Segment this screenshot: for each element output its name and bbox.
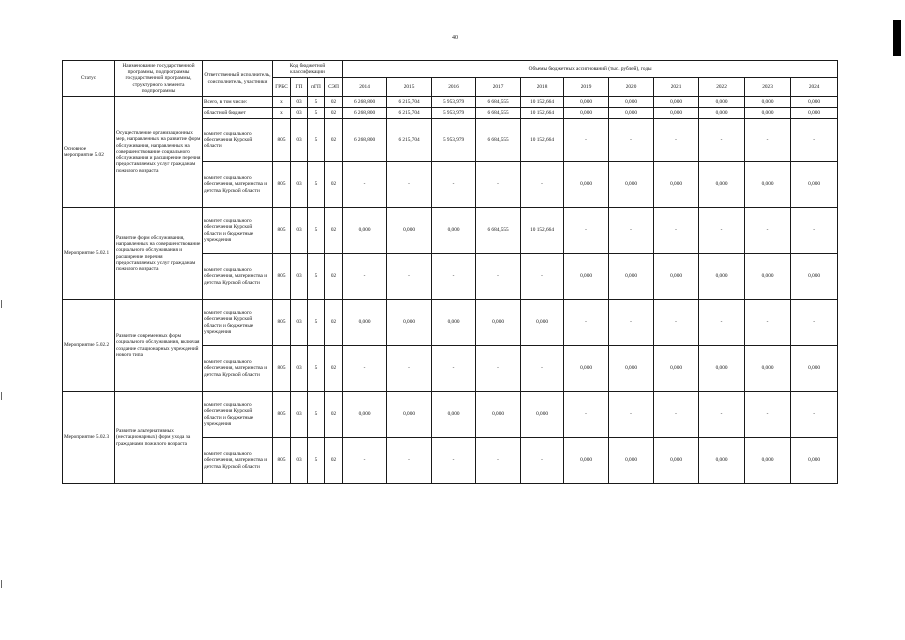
- value-cell: -: [476, 438, 521, 484]
- header-year: 2019: [564, 78, 609, 97]
- header-year: 2024: [791, 78, 838, 97]
- table-row: [63, 97, 838, 108]
- value-cell: -: [476, 162, 521, 208]
- code-cell: 02: [325, 162, 343, 208]
- value-cell: 0,000: [745, 254, 791, 300]
- value-cell: 6 215,704: [387, 97, 432, 108]
- value-cell: 0,000: [791, 346, 838, 392]
- code-cell: х: [273, 97, 291, 108]
- value-cell: -: [745, 208, 791, 254]
- value-cell: -: [476, 346, 521, 392]
- value-cell: -: [521, 346, 564, 392]
- value-cell: 0,000: [654, 162, 699, 208]
- code-cell: 5: [308, 300, 325, 346]
- value-cell: 6 215,704: [387, 108, 432, 119]
- code-cell: 03: [291, 392, 308, 438]
- value-cell: 6 684,555: [476, 108, 521, 119]
- value-cell: -: [791, 392, 838, 438]
- executor-cell: комитет социального обеспечения, материнства и детства Курской области: [203, 438, 273, 484]
- status-cell: Мероприятие 5.02.1: [63, 208, 115, 300]
- header-year: 2014: [343, 78, 387, 97]
- code-cell: 02: [325, 300, 343, 346]
- value-cell: 0,000: [791, 254, 838, 300]
- value-cell: 0,000: [654, 438, 699, 484]
- value-cell: 0,000: [432, 208, 476, 254]
- code-cell: 02: [325, 254, 343, 300]
- value-cell: -: [432, 162, 476, 208]
- code-cell: 805: [273, 438, 291, 484]
- code-cell: х: [273, 108, 291, 119]
- header-year: 2022: [699, 78, 745, 97]
- value-cell: -: [387, 254, 432, 300]
- code-cell: 03: [291, 108, 308, 119]
- header-name: Наименование государственной программы, подпрограммы государственной программы, структурного элемента подпрограммы: [115, 61, 203, 97]
- header-year: 2023: [745, 78, 791, 97]
- status-cell: Мероприятие 5.02.2: [63, 300, 115, 392]
- executor-cell: комитет социального обеспечения Курской области и бюджетные учреждения: [203, 208, 273, 254]
- value-cell: 0,000: [791, 162, 838, 208]
- code-cell: 5: [308, 97, 325, 108]
- code-cell: 03: [291, 97, 308, 108]
- value-cell: -: [791, 208, 838, 254]
- value-cell: 0,000: [654, 108, 699, 119]
- header-code-group: Код бюджетной классификации: [273, 61, 343, 78]
- value-cell: -: [564, 392, 609, 438]
- code-cell: 03: [291, 208, 308, 254]
- code-cell: 5: [308, 346, 325, 392]
- code-cell: 03: [291, 438, 308, 484]
- value-cell: 0,000: [699, 162, 745, 208]
- value-cell: 10 152,664: [521, 208, 564, 254]
- header-code: пГП: [308, 78, 325, 97]
- value-cell: -: [699, 392, 745, 438]
- value-cell: 0,000: [343, 300, 387, 346]
- code-cell: 5: [308, 438, 325, 484]
- value-cell: 6 684,555: [476, 208, 521, 254]
- value-cell: 0,000: [609, 162, 654, 208]
- value-cell: -: [791, 300, 838, 346]
- value-cell: -: [564, 300, 609, 346]
- value-cell: -: [476, 254, 521, 300]
- value-cell: -: [654, 392, 699, 438]
- value-cell: 0,000: [387, 392, 432, 438]
- value-cell: 0,000: [654, 254, 699, 300]
- code-cell: 805: [273, 162, 291, 208]
- value-cell: 0,000: [432, 392, 476, 438]
- value-cell: -: [609, 119, 654, 162]
- margin-tick: [1, 300, 2, 308]
- header-volume-group: Объемы бюджетных ассигнований (тыс. рублей), годы: [343, 61, 838, 78]
- value-cell: -: [745, 392, 791, 438]
- code-cell: 5: [308, 162, 325, 208]
- value-cell: 0,000: [564, 346, 609, 392]
- value-cell: -: [745, 119, 791, 162]
- header-code: ГП: [291, 78, 308, 97]
- value-cell: -: [699, 208, 745, 254]
- value-cell: 0,000: [609, 97, 654, 108]
- value-cell: -: [343, 162, 387, 208]
- value-cell: 0,000: [699, 108, 745, 119]
- value-cell: -: [343, 346, 387, 392]
- value-cell: -: [745, 300, 791, 346]
- value-cell: 0,000: [564, 162, 609, 208]
- code-cell: 805: [273, 392, 291, 438]
- value-cell: -: [564, 119, 609, 162]
- header-year: 2021: [654, 78, 699, 97]
- scan-edge-mark: [893, 20, 901, 56]
- value-cell: -: [609, 208, 654, 254]
- code-cell: 02: [325, 108, 343, 119]
- executor-cell: комитет социального обеспечения Курской области: [203, 119, 273, 162]
- code-cell: 805: [273, 300, 291, 346]
- value-cell: 6 268,800: [343, 108, 387, 119]
- header-executor: Ответственный исполнитель, соисполнитель, участники: [203, 61, 273, 97]
- header-status: Статус: [63, 61, 115, 97]
- value-cell: -: [699, 300, 745, 346]
- value-cell: 0,000: [609, 346, 654, 392]
- value-cell: 0,000: [476, 300, 521, 346]
- code-cell: 805: [273, 119, 291, 162]
- table-row: [63, 208, 838, 254]
- code-cell: 5: [308, 108, 325, 119]
- value-cell: 0,000: [432, 300, 476, 346]
- code-cell: 03: [291, 254, 308, 300]
- value-cell: 0,000: [387, 300, 432, 346]
- value-cell: 10 152,664: [521, 108, 564, 119]
- header-year: 2020: [609, 78, 654, 97]
- executor-cell: комитет социального обеспечения Курской области и бюджетные учреждения: [203, 300, 273, 346]
- code-cell: 5: [308, 119, 325, 162]
- value-cell: 0,000: [699, 438, 745, 484]
- value-cell: 10 152,664: [521, 97, 564, 108]
- value-cell: 0,000: [745, 346, 791, 392]
- code-cell: 03: [291, 346, 308, 392]
- value-cell: -: [654, 300, 699, 346]
- header-code: СЭП: [325, 78, 343, 97]
- value-cell: 0,000: [564, 108, 609, 119]
- status-cell: Основное мероприятие 5.02: [63, 97, 115, 208]
- value-cell: -: [343, 254, 387, 300]
- value-cell: 0,000: [745, 438, 791, 484]
- executor-cell: Всего, в том числе:: [203, 97, 273, 108]
- header-code: ГРБС: [273, 78, 291, 97]
- executor-cell: комитет социального обеспечения, материнства и детства Курской области: [203, 162, 273, 208]
- value-cell: -: [521, 254, 564, 300]
- value-cell: 0,000: [343, 392, 387, 438]
- value-cell: 0,000: [699, 254, 745, 300]
- table-header: [63, 61, 838, 97]
- name-cell: Осуществление организационных мер, направленных на развитие форм обслуживания, направленных на совершенствование социального обслуживания и расширение перечня предоставляемых услуг гражданам пожилого возраста: [115, 97, 203, 208]
- value-cell: 0,000: [745, 97, 791, 108]
- value-cell: 0,000: [699, 346, 745, 392]
- value-cell: -: [564, 208, 609, 254]
- code-cell: 02: [325, 119, 343, 162]
- code-cell: 02: [325, 346, 343, 392]
- code-cell: 805: [273, 346, 291, 392]
- value-cell: -: [432, 346, 476, 392]
- value-cell: 5 953,979: [432, 108, 476, 119]
- code-cell: 02: [325, 438, 343, 484]
- table-row: [63, 392, 838, 438]
- value-cell: -: [521, 438, 564, 484]
- value-cell: 6 268,800: [343, 97, 387, 108]
- margin-tick: [1, 392, 2, 400]
- value-cell: 0,000: [654, 346, 699, 392]
- value-cell: 5 953,979: [432, 97, 476, 108]
- executor-cell: областной бюджет: [203, 108, 273, 119]
- value-cell: -: [387, 346, 432, 392]
- value-cell: 0,000: [791, 97, 838, 108]
- value-cell: -: [654, 119, 699, 162]
- value-cell: -: [387, 162, 432, 208]
- value-cell: 0,000: [387, 208, 432, 254]
- code-cell: 5: [308, 254, 325, 300]
- executor-cell: комитет социального обеспечения Курской области и бюджетные учреждения: [203, 392, 273, 438]
- code-cell: 02: [325, 97, 343, 108]
- value-cell: 0,000: [521, 392, 564, 438]
- value-cell: -: [343, 438, 387, 484]
- value-cell: 0,000: [745, 108, 791, 119]
- value-cell: -: [609, 300, 654, 346]
- value-cell: 0,000: [476, 392, 521, 438]
- header-year: 2015: [387, 78, 432, 97]
- value-cell: 6 215,704: [387, 119, 432, 162]
- status-cell: Мероприятие 5.02.3: [63, 392, 115, 484]
- budget-table: [62, 60, 838, 484]
- value-cell: 6 684,555: [476, 97, 521, 108]
- value-cell: 0,000: [609, 254, 654, 300]
- value-cell: 6 268,800: [343, 119, 387, 162]
- name-cell: Развитие альтернативных (нестационарных) форм ухода за гражданами пожилого возраста: [115, 392, 203, 484]
- code-cell: 5: [308, 392, 325, 438]
- code-cell: 805: [273, 254, 291, 300]
- value-cell: -: [609, 392, 654, 438]
- value-cell: 0,000: [564, 254, 609, 300]
- value-cell: 0,000: [343, 208, 387, 254]
- value-cell: -: [791, 119, 838, 162]
- value-cell: 0,000: [609, 438, 654, 484]
- header-year: 2018: [521, 78, 564, 97]
- header-year: 2017: [476, 78, 521, 97]
- executor-cell: комитет социального обеспечения, материнства и детства Курской области: [203, 346, 273, 392]
- code-cell: 02: [325, 392, 343, 438]
- value-cell: 0,000: [564, 97, 609, 108]
- value-cell: -: [654, 208, 699, 254]
- value-cell: -: [432, 438, 476, 484]
- value-cell: 6 684,555: [476, 119, 521, 162]
- name-cell: Развитие форм обслуживания, направленных на совершенствование социального обслуживания и расширение перечня предоставляемых услуг гражданам пожилого возраста: [115, 208, 203, 300]
- code-cell: 5: [308, 208, 325, 254]
- value-cell: 0,000: [654, 97, 699, 108]
- code-cell: 02: [325, 208, 343, 254]
- code-cell: 805: [273, 208, 291, 254]
- code-cell: 03: [291, 119, 308, 162]
- margin-tick: [1, 580, 2, 588]
- name-cell: Развитие современных форм социального обслуживания, включая создание стационарных учреждений нового типа: [115, 300, 203, 392]
- value-cell: 0,000: [609, 108, 654, 119]
- value-cell: -: [699, 119, 745, 162]
- table-row: [63, 300, 838, 346]
- page-number: 40: [452, 35, 458, 41]
- value-cell: 5 953,979: [432, 119, 476, 162]
- value-cell: -: [387, 438, 432, 484]
- executor-cell: комитет социального обеспечения, материнства и детства Курской области: [203, 254, 273, 300]
- code-cell: 03: [291, 300, 308, 346]
- value-cell: -: [521, 162, 564, 208]
- value-cell: 10 152,664: [521, 119, 564, 162]
- table-body: [63, 97, 838, 484]
- value-cell: 0,000: [791, 108, 838, 119]
- value-cell: -: [432, 254, 476, 300]
- header-year: 2016: [432, 78, 476, 97]
- value-cell: 0,000: [564, 438, 609, 484]
- value-cell: 0,000: [745, 162, 791, 208]
- value-cell: 0,000: [699, 97, 745, 108]
- value-cell: 0,000: [791, 438, 838, 484]
- code-cell: 03: [291, 162, 308, 208]
- value-cell: 0,000: [521, 300, 564, 346]
